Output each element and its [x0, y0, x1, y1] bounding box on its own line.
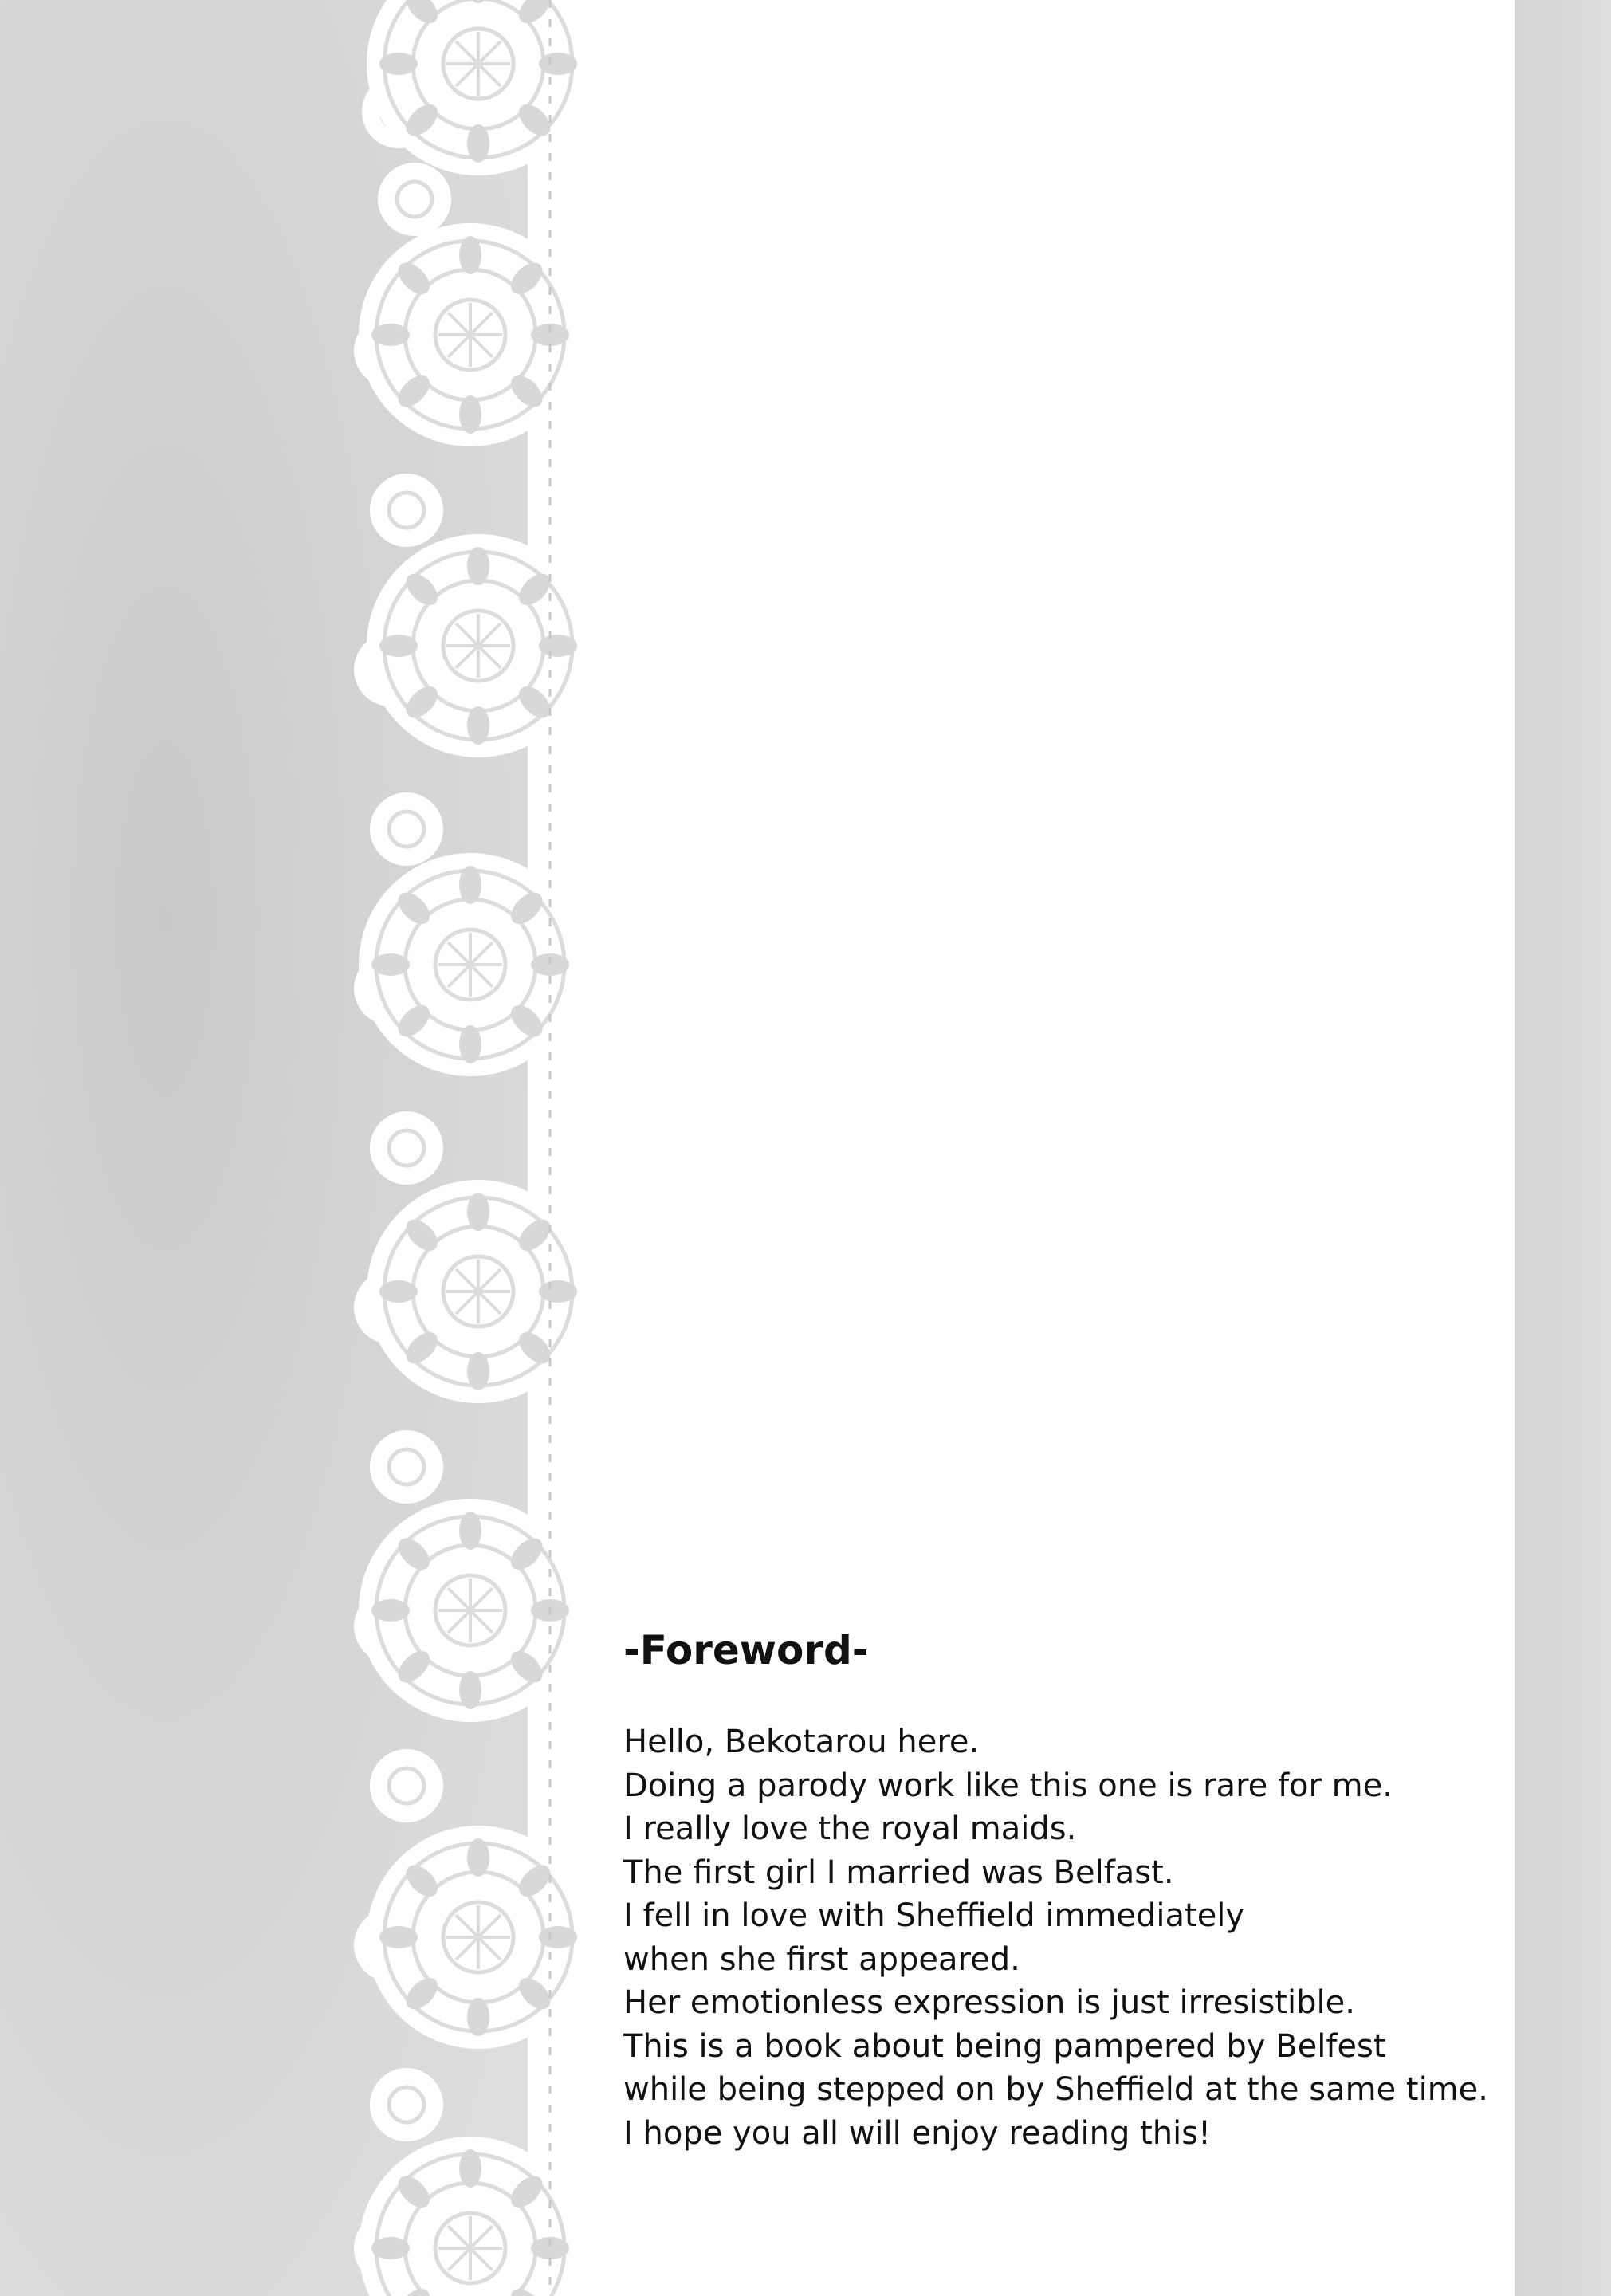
- foreword-line: Hello, Bekotarou here.: [623, 1724, 980, 1760]
- foreword-line: Her emotionless expression is just irresistible.: [623, 1984, 1355, 2021]
- lace-doily-border: [343, 0, 582, 2296]
- foreword-body: [623, 1720, 1500, 2155]
- foreword-line: Doing a parody work like this one is rare for me.: [623, 1767, 1393, 1804]
- foreword-title: -Foreword-: [623, 1627, 869, 1673]
- foreword-section: [623, 1626, 1500, 2155]
- foreword-line: while being stepped on by Sheffield at the same time.: [623, 2071, 1488, 2108]
- foreword-line: I hope you all will enjoy reading this!: [623, 2114, 1212, 2152]
- foreword-line: This is a book about being pampered by Belfest: [623, 2027, 1386, 2065]
- right-gray-border: [1515, 0, 1611, 2296]
- foreword-line: I fell in love with Sheffield immediately: [623, 1897, 1245, 1934]
- foreword-line: The first girl I married was Belfast.: [623, 1854, 1174, 1891]
- foreword-line: when she first appeared.: [623, 1940, 1020, 1978]
- foreword-line: I really love the royal maids.: [623, 1810, 1077, 1847]
